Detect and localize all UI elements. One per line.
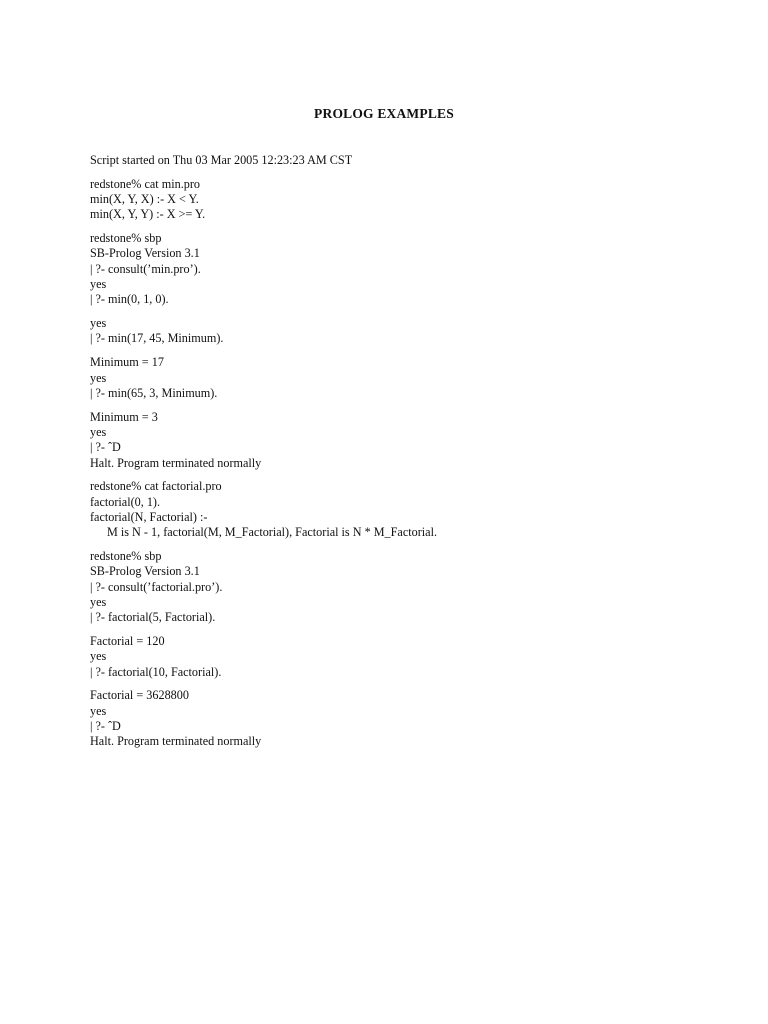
transcript-paragraph <box>90 688 710 749</box>
transcript-line: | ?- consult(’min.pro’). <box>90 261 201 276</box>
transcript-paragraph <box>90 479 710 540</box>
transcript-line: | ?- ˆD <box>90 440 121 455</box>
transcript-line: Minimum = 17 <box>90 355 164 370</box>
transcript-paragraph <box>90 549 710 625</box>
transcript-line: min(X, Y, Y) :- X >= Y. <box>90 207 206 222</box>
transcript-line: Halt. Program terminated normally <box>90 455 262 470</box>
transcript-line: redstone% sbp <box>90 549 162 564</box>
transcript-line: M is N - 1, factorial(M, M_Factorial), Factorial is N * M_Factorial. <box>107 525 438 540</box>
transcript-line: SB-Prolog Version 3.1 <box>90 564 200 579</box>
transcript-paragraph <box>90 355 710 401</box>
transcript-line: Factorial = 3628800 <box>90 688 189 703</box>
transcript-line: yes <box>90 370 107 385</box>
transcript-line: redstone% cat factorial.pro <box>90 479 222 494</box>
transcript-line: redstone% sbp <box>90 231 162 246</box>
transcript-line: | ?- ˆD <box>90 719 121 733</box>
transcript-line: | ?- factorial(10, Factorial). <box>90 664 222 679</box>
transcript-paragraph <box>90 634 710 680</box>
transcript-line: | ?- min(65, 3, Minimum). <box>90 385 218 400</box>
transcript-line: | ?- min(0, 1, 0). <box>90 292 169 307</box>
transcript-line: Minimum = 3 <box>90 409 158 424</box>
transcript-paragraph <box>90 231 710 307</box>
terminal-transcript <box>90 153 710 758</box>
transcript-line: | ?- consult(’factorial.pro’). <box>90 579 223 594</box>
transcript-line: SB-Prolog Version 3.1 <box>90 246 200 261</box>
transcript-line: Script started on Thu 03 Mar 2005 12:23:23 AM CST <box>90 153 353 167</box>
transcript-paragraph <box>90 316 710 347</box>
transcript-line: | ?- min(17, 45, Minimum). <box>90 331 224 346</box>
transcript-line: factorial(N, Factorial) :- <box>90 509 208 524</box>
transcript-line: Halt. Program terminated normally <box>90 734 262 749</box>
transcript-line: Factorial = 120 <box>90 634 165 649</box>
transcript-line: yes <box>90 424 107 439</box>
transcript-paragraph <box>90 410 710 471</box>
transcript-line: yes <box>90 703 107 718</box>
transcript-line: yes <box>90 277 107 292</box>
transcript-line: yes <box>90 649 107 664</box>
transcript-paragraph <box>90 177 710 223</box>
page-title: PROLOG EXAMPLES <box>314 106 454 121</box>
transcript-line: | ?- factorial(5, Factorial). <box>90 610 216 625</box>
transcript-line: factorial(0, 1). <box>90 494 161 509</box>
transcript-line: yes <box>90 594 107 609</box>
transcript-line: min(X, Y, X) :- X < Y. <box>90 192 199 207</box>
transcript-line: redstone% cat min.pro <box>90 176 200 191</box>
transcript-paragraph <box>90 153 710 168</box>
transcript-line: yes <box>90 316 107 331</box>
